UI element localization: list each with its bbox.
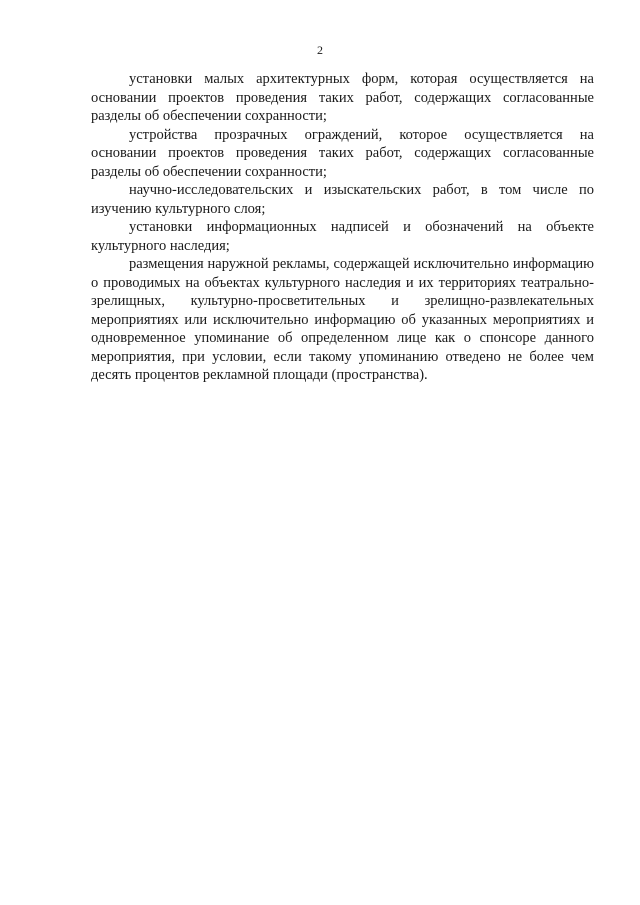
paragraph-transparent-fences: устройства прозрачных ограждений, которое осуществляется на основании проектов проведения таких работ, содержащих согласованные разделы об обеспечении сохранности; <box>91 126 594 180</box>
paragraph-small-architectural-forms: установки малых архитектурных форм, которая осуществляется на основании проектов проведения таких работ, содержащих согласованные разделы об обеспечении сохранности; <box>91 71 594 124</box>
paragraph-outdoor-advertising: размещения наружной рекламы, содержащей исключительно информацию о проводимых на объектах культурного наследия и их территориях театрально-зрелищных, культурно-просветительных и зрелищно-развлекательных мероприятиях или исключительно информацию об указанных мероприятиях и одновременное упоминание об определенном лице как о спонсоре данного мероприятия, при условии, если такому упоминанию отведено не более чем десять процентов рекламной площади (пространства). <box>91 256 594 383</box>
paragraph-research-works: научно-исследовательских и изыскательских работ, в том числе по изучению культурного слоя; <box>91 182 594 217</box>
document-body <box>91 70 594 385</box>
page-number: 2 <box>317 43 323 57</box>
paragraph-information-signs: установки информационных надписей и обозначений на объекте культурного наследия; <box>91 219 594 254</box>
